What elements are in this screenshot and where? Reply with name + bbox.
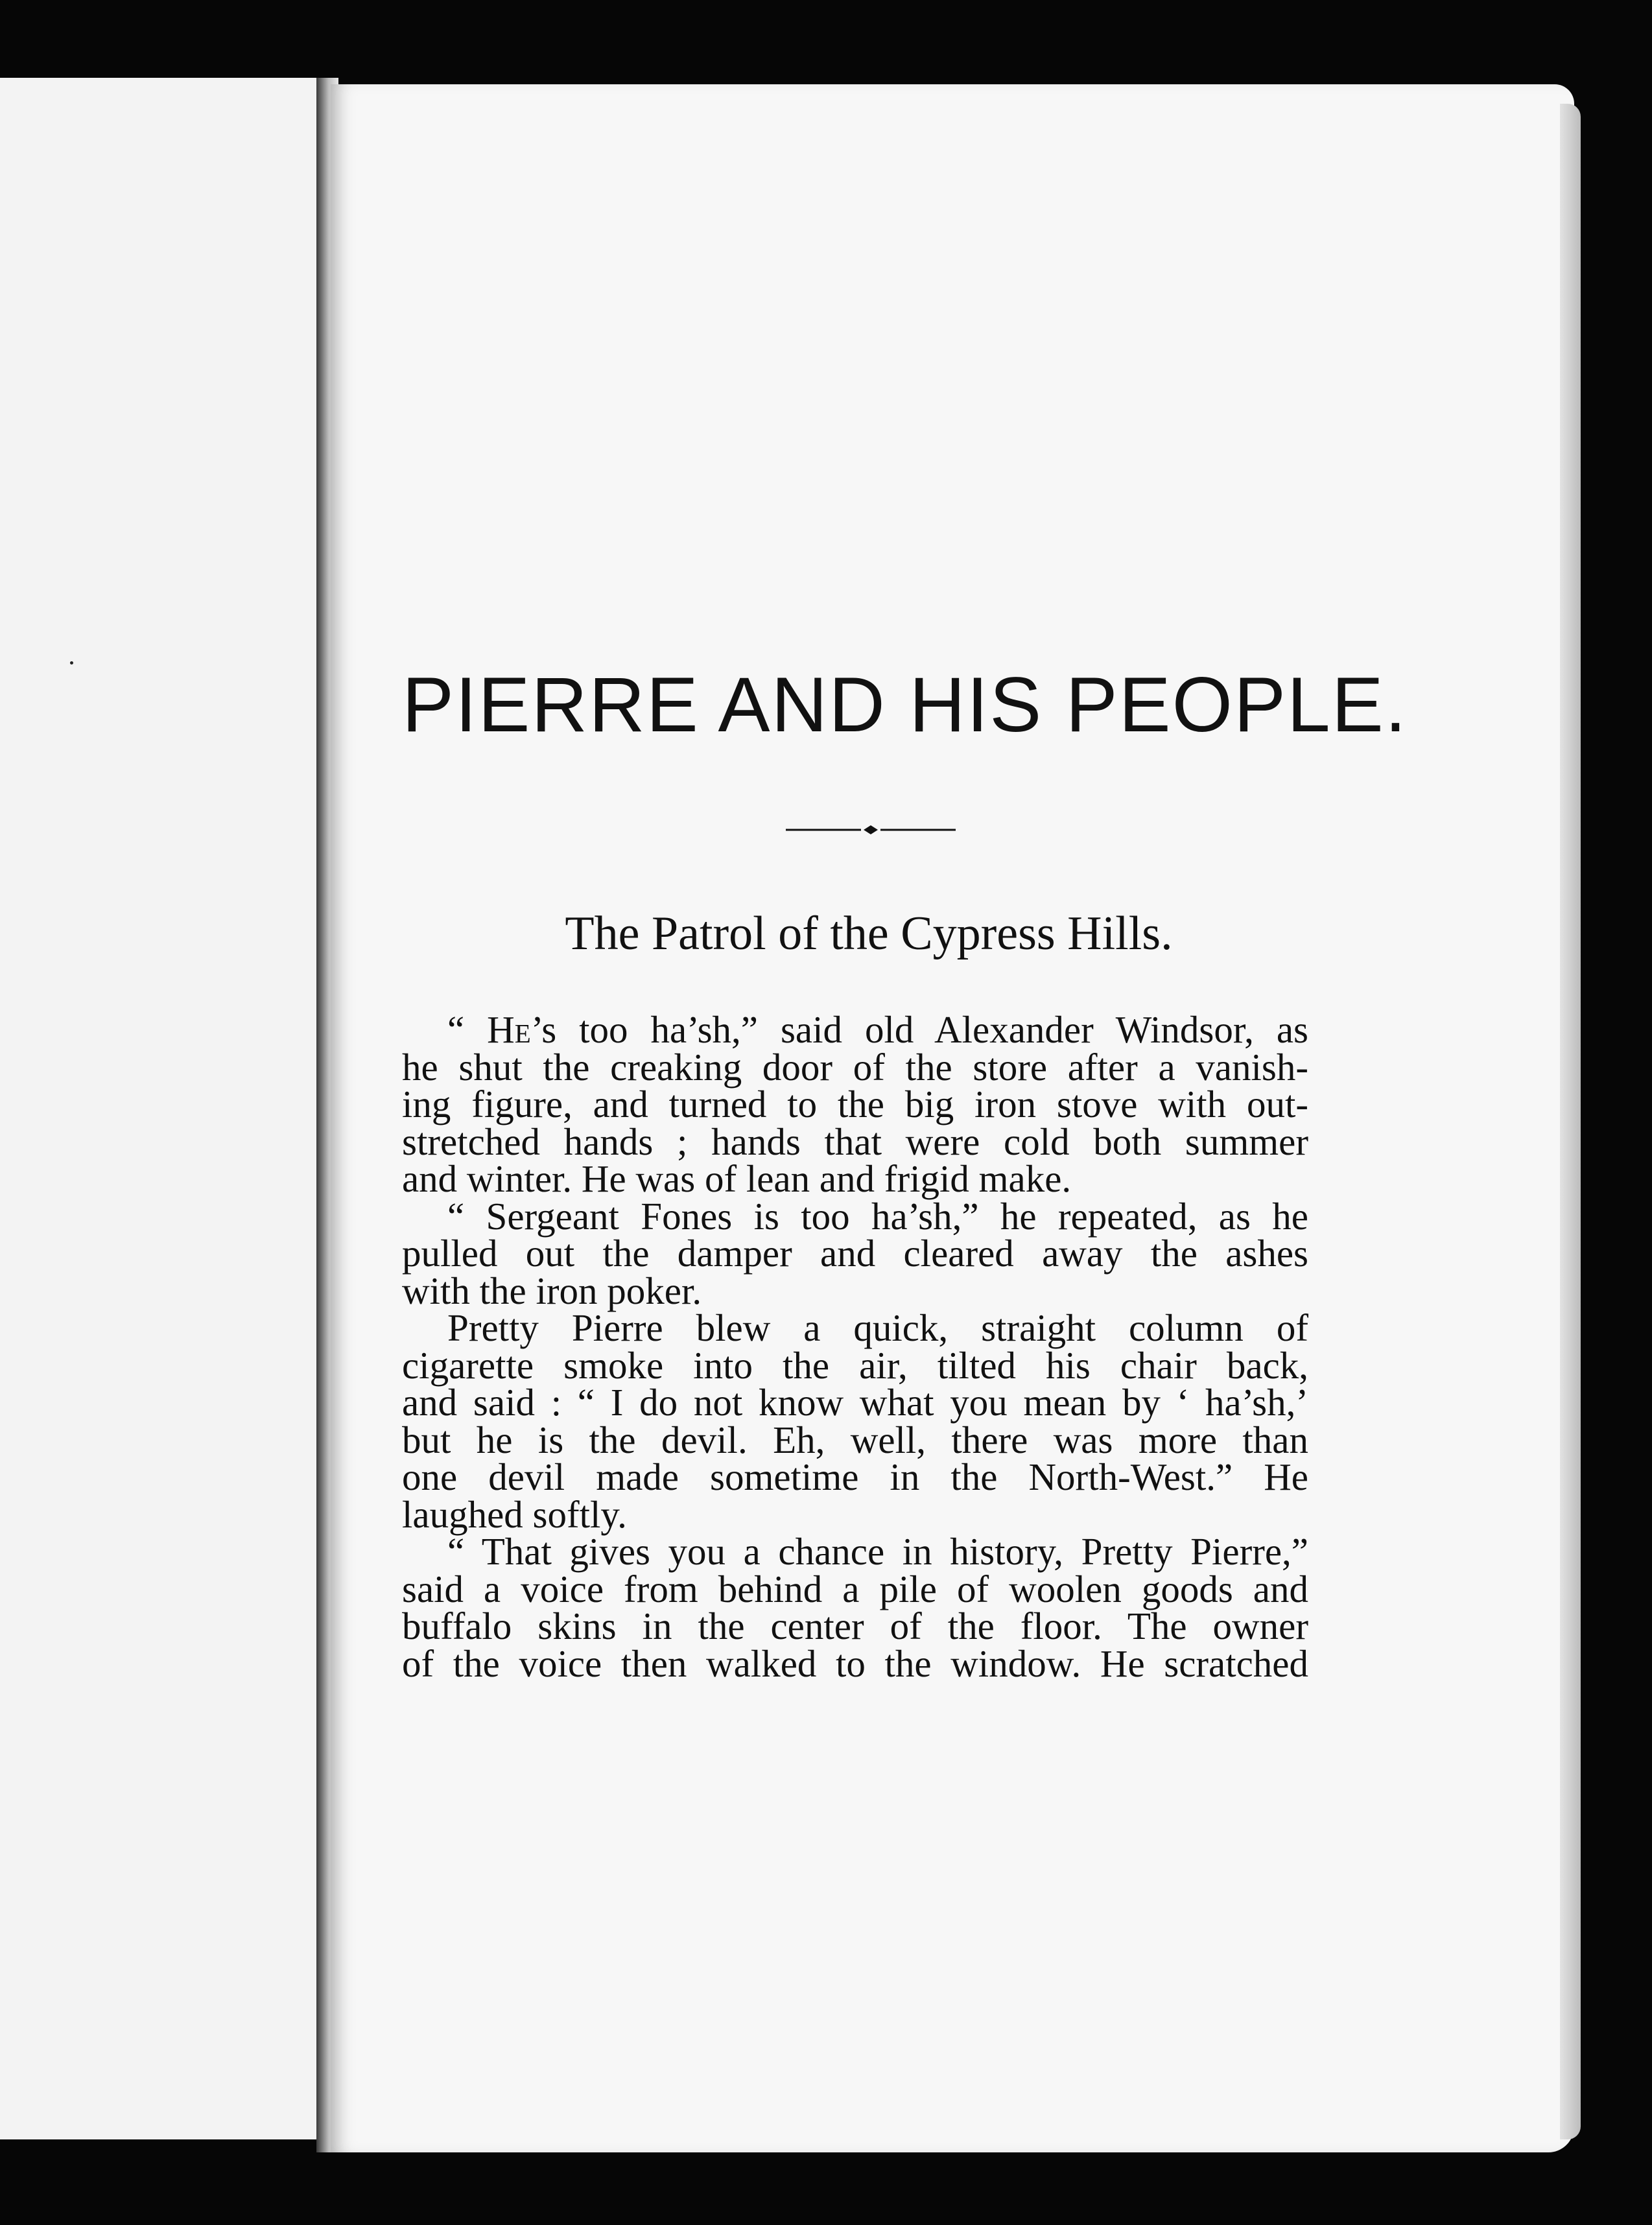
text-line: and winter. He was of lean and frigid make.	[402, 1157, 1072, 1200]
chapter-title: The Patrol of the Cypress Hills.	[565, 907, 1173, 960]
text-line: stretched hands ; hands that were cold both summer	[402, 1120, 1308, 1163]
text-line: he shut the creaking door of the store after a vanish-	[402, 1045, 1308, 1089]
text-line: one devil made sometime in the North-West.” He	[402, 1455, 1308, 1498]
text-line: cigarette smoke into the air, tilted his chair back,	[402, 1343, 1308, 1387]
text-line: but he is the devil. Eh, well, there was more than	[402, 1418, 1308, 1461]
text-line: ing figure, and turned to the big iron stove with out-	[402, 1083, 1308, 1125]
text-line: laughed softly.	[402, 1492, 627, 1536]
ink-speck	[70, 661, 73, 665]
text-line: pulled out the damper and cleared away the ashes	[402, 1232, 1308, 1275]
book-title: PIERRE AND HIS PEOPLE.	[402, 661, 1408, 748]
ornament-divider	[786, 822, 956, 838]
text-line: buffalo skins in the center of the floor. The owner	[402, 1605, 1308, 1647]
left-page	[0, 78, 322, 2139]
text-line: of the voice then walked to the window. He scratched	[402, 1642, 1308, 1685]
text-line: said a voice from behind a pile of woolen goods and	[402, 1567, 1308, 1610]
text-line: and said : “ I do not know what you mean by ‘ ha’sh,’	[402, 1381, 1308, 1424]
line-rest: ’s too ha’sh,” said old Alexander Windsor, as	[530, 1008, 1308, 1051]
text-line	[402, 1008, 1308, 1051]
text-line: “ That gives you a chance in history, Pretty Pierre,”	[447, 1530, 1308, 1573]
open-quote: “	[447, 1008, 488, 1051]
text-line: Pretty Pierre blew a quick, straight column of	[447, 1306, 1308, 1349]
page-edge	[1560, 104, 1581, 2139]
smallcaps-word: He	[487, 1008, 531, 1051]
body-text	[402, 1008, 1308, 1685]
text-line: with the iron poker.	[402, 1269, 702, 1312]
text-line: “ Sergeant Fones is too ha’sh,” he repeated, as he	[447, 1194, 1308, 1238]
